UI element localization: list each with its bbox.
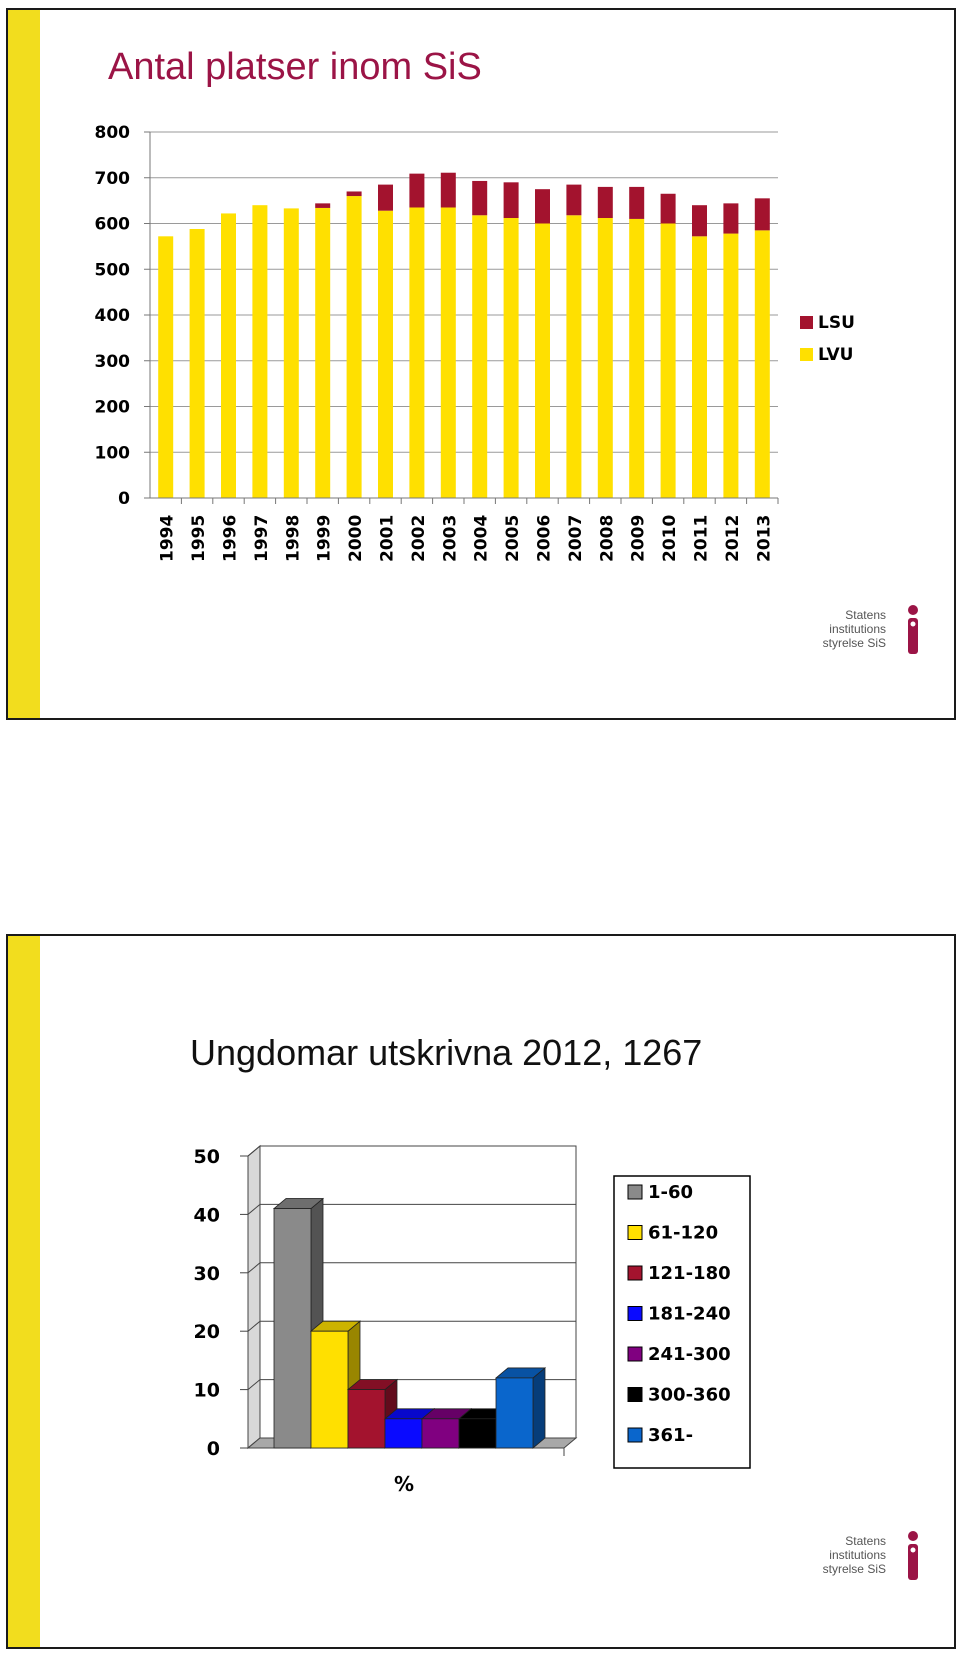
x-tick-label: 2013 — [754, 514, 775, 562]
x-tick-label: 1999 — [314, 514, 335, 562]
x-tick-label: 1996 — [220, 514, 241, 562]
x-tick-label: 1998 — [283, 514, 304, 562]
y-tick-label: 40 — [193, 1204, 220, 1227]
x-tick-label: 2000 — [346, 514, 367, 562]
y-tick-label: 300 — [94, 351, 130, 372]
bar-lsu — [723, 203, 738, 233]
bar-361 — [496, 1378, 533, 1448]
bar-lvu — [190, 229, 205, 498]
bar-lsu — [315, 203, 330, 208]
bar-lvu — [409, 207, 424, 498]
bar-lsu — [504, 182, 519, 218]
slide-ungdomar-utskrivna — [6, 934, 956, 1649]
bar-lsu — [535, 189, 550, 223]
legend-label: 121-180 — [648, 1263, 731, 1284]
bar-lsu — [441, 173, 456, 208]
bar-lsu — [755, 198, 770, 230]
slide-title: Antal platser inom SiS — [108, 46, 482, 88]
bar-361-side — [533, 1368, 545, 1448]
bar-lvu — [252, 205, 267, 498]
x-tick-label: 2003 — [440, 514, 461, 562]
y-tick-label: 0 — [118, 489, 130, 509]
bar-1-60 — [274, 1209, 311, 1448]
legend-swatch — [628, 1266, 642, 1280]
bar-lvu — [598, 218, 613, 498]
slide-title: Ungdomar utskrivna 2012, 1267 — [190, 1032, 703, 1073]
bar-lvu — [566, 215, 581, 498]
x-tick-label: 1994 — [157, 514, 178, 562]
bar-241-300 — [422, 1419, 459, 1448]
legend-label: 241-300 — [648, 1344, 731, 1365]
bar-121-180 — [348, 1390, 385, 1448]
y-tick-label: 700 — [94, 168, 130, 189]
x-tick-label: 2008 — [597, 514, 618, 562]
bar-lvu — [535, 224, 550, 499]
bar-lvu — [284, 208, 299, 498]
y-tick-label: 100 — [94, 443, 130, 464]
legend-label-lvu: LVU — [818, 345, 854, 365]
legend-swatch — [628, 1428, 642, 1442]
legend-label: 1-60 — [648, 1182, 694, 1203]
legend-label: 361- — [648, 1425, 694, 1446]
logo-line-3: styrelse SiS — [822, 636, 886, 650]
y-tick-label: 800 — [94, 123, 130, 143]
legend-swatch — [628, 1307, 642, 1321]
bar-61-120 — [311, 1331, 348, 1448]
bar-lvu — [347, 196, 362, 498]
y-tick-label: 400 — [94, 306, 130, 326]
logo-line-2: institutions — [829, 1548, 886, 1562]
slide-antal-platser — [6, 8, 956, 720]
bar-lvu — [692, 236, 707, 498]
bar-lvu — [315, 208, 330, 498]
x-tick-label: 2006 — [534, 514, 555, 562]
legend-label: 61-120 — [648, 1222, 719, 1244]
bar-lvu — [158, 236, 173, 498]
legend-swatch — [628, 1388, 642, 1402]
y-tick-label: 500 — [94, 260, 130, 281]
x-axis-label: % — [393, 1472, 415, 1496]
x-tick-label: 2004 — [471, 514, 492, 562]
x-tick-label: 1997 — [251, 514, 272, 562]
y-tick-label: 50 — [193, 1146, 220, 1168]
x-tick-label: 2002 — [408, 514, 429, 562]
y-tick-label: 200 — [94, 397, 130, 418]
legend-swatch-lsu — [800, 316, 813, 329]
x-tick-label: 2009 — [628, 514, 649, 562]
logo-line-2: institutions — [829, 622, 886, 636]
sis-logo-icon — [906, 604, 920, 654]
bar-lvu — [221, 213, 236, 498]
bar-lsu — [409, 174, 424, 208]
x-tick-label: 2011 — [691, 514, 712, 562]
legend-label: 300-360 — [648, 1384, 731, 1406]
x-tick-label: 2010 — [660, 514, 681, 562]
y-tick-label: 30 — [193, 1262, 220, 1285]
bar-lvu — [472, 215, 487, 498]
side-wall — [248, 1146, 260, 1448]
x-tick-label: 2012 — [722, 514, 743, 562]
y-tick-label: 600 — [94, 214, 130, 235]
logo-line-3: styrelse SiS — [822, 1562, 886, 1576]
legend-swatch — [628, 1226, 642, 1240]
bar-300-360 — [459, 1419, 496, 1448]
bar-lsu — [566, 185, 581, 216]
y-tick-label: 20 — [193, 1321, 220, 1344]
x-tick-label: 1995 — [189, 514, 210, 562]
legend-swatch — [628, 1347, 642, 1361]
x-tick-label: 2001 — [377, 514, 398, 562]
bar-181-240 — [385, 1419, 422, 1448]
bar-lsu — [692, 205, 707, 236]
bar-lvu — [723, 234, 738, 498]
bar-lvu — [629, 219, 644, 498]
bar-lsu — [378, 185, 393, 211]
y-tick-label: 0 — [206, 1438, 220, 1460]
x-tick-label: 2005 — [503, 514, 524, 562]
legend-swatch — [628, 1185, 642, 1199]
bar-lvu — [755, 230, 770, 498]
sis-logo-icon — [906, 1530, 920, 1580]
bar-lsu — [629, 187, 644, 219]
logo-line-1: Statens — [845, 608, 886, 622]
sis-logo — [810, 602, 920, 662]
bar-lvu — [504, 218, 519, 498]
x-tick-label: 2007 — [565, 514, 586, 562]
y-tick-label: 10 — [193, 1379, 220, 1402]
legend-label-lsu: LSU — [818, 313, 855, 333]
bar-lvu — [441, 207, 456, 498]
sis-logo — [810, 1528, 920, 1588]
bar-lsu — [347, 191, 362, 196]
legend-swatch-lvu — [800, 348, 813, 361]
bar-lsu — [598, 187, 613, 218]
bar-lvu — [661, 224, 676, 499]
bar-lsu — [472, 181, 487, 215]
bar-lvu — [378, 211, 393, 498]
logo-line-1: Statens — [845, 1534, 886, 1548]
bar-lsu — [661, 194, 676, 224]
legend-label: 181-240 — [648, 1303, 731, 1325]
